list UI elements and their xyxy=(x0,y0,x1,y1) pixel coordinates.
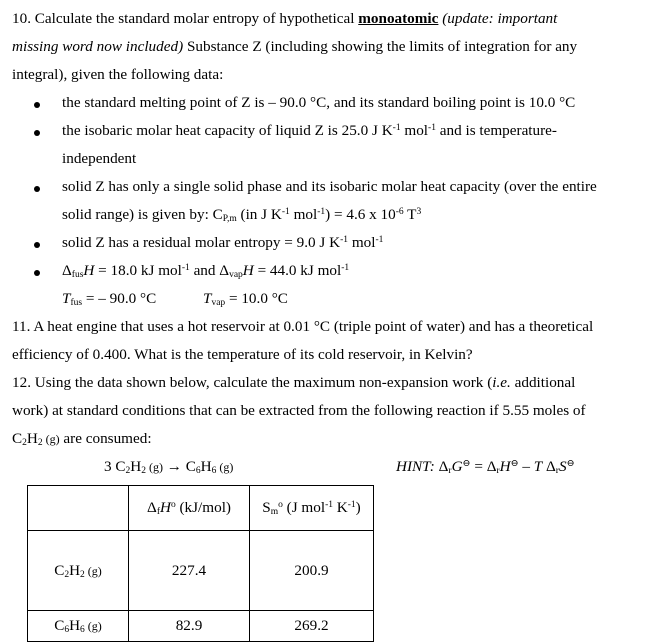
q11-line1: 11. A heat engine that uses a hot reservoir at 0.01 °C (triple point of water) and has a theoretical xyxy=(12,318,594,335)
q10-line2: missing word now included) Substance Z (including showing the limits of integration for any xyxy=(12,38,578,55)
hint-formula: HINT: $\Delta_rG^⊖ = \Delta_rH^⊖ - T$ $\Delta_rS^⊖$ xyxy=(396,458,575,476)
q10-line1: 10. Calculate the standard molar entropy of hypothetical monoatomic (update: important xyxy=(12,10,558,27)
q10-bullet4: solid Z has a residual molar entropy = 9.0 J $K^{-1}$ mol$^{-1}$ xyxy=(62,234,384,251)
table-header-enthalpy: $\Delta_fH^o$ (kJ/mol) xyxy=(129,486,250,531)
table-row xyxy=(28,531,374,611)
bullet-dot xyxy=(34,270,40,276)
q10-tfus: $T_{fus}$ = – 90.0 °C xyxy=(62,290,157,308)
bullet-dot xyxy=(34,242,40,248)
q12-line1: 12. Using the data shown below, calculate the maximum non-expansion work (i.e. additional xyxy=(12,374,576,391)
table-row xyxy=(28,611,374,642)
q10-bullet3-line1: solid Z has only a single solid phase and its isobaric molar heat capacity (over the entire xyxy=(62,178,597,195)
cell-enthalpy-c6h6: 82.9 xyxy=(129,611,250,642)
cell-entropy-c6h6: 269.2 xyxy=(250,611,374,642)
thermo-data-table xyxy=(27,485,374,642)
table-header-empty xyxy=(28,486,129,531)
bullet-dot xyxy=(34,130,40,136)
table-header-row xyxy=(28,486,374,531)
q10-bullet1: the standard melting point of Z is – 90.0 °C, and its standard boiling point is 10.0 °C xyxy=(62,94,576,111)
row-label-c2h2: $C_2H_2$ (g) xyxy=(28,531,129,611)
reaction-equation: 3 $C_2H_2$ $(g) \to C_6H_6$ (g) xyxy=(104,458,234,476)
q12-line3: $C_2H_2$ (g) are consumed: xyxy=(12,430,152,448)
q11-line2: efficiency of 0.400. What is the temperature of its cold reservoir, in Kelvin? xyxy=(12,346,473,363)
q10-bullet3-line2: solid range) is given by: $C_{P,m}$ (in J $K^{-1}$ mol$^{-1}$) = 4.6 x $10^{-6}$ $T^3$ xyxy=(62,206,422,224)
q10-tvap: $T_{vap} = 10.0$ °C xyxy=(203,290,288,308)
q10-bullet2-line1: the isobaric molar heat capacity of liquid Z is 25.0 J $K^{-1}$ mol$^{-1}$ and is temperature- xyxy=(62,122,557,139)
cell-enthalpy-c2h2: 227.4 xyxy=(129,531,250,611)
bullet-dot xyxy=(34,186,40,192)
cell-entropy-c2h2: 200.9 xyxy=(250,531,374,611)
q12-line2: work) at standard conditions that can be extracted from the following reaction if 5.55 moles of xyxy=(12,402,586,419)
bullet-dot xyxy=(34,102,40,108)
q10-bullet5: $\Delta_{fus}H = 18.0$ kJ mol$^{-1}$ and $\Delta_{vap}H = 44.0$ kJ mol$^{-1}$ xyxy=(62,262,350,280)
table-header-entropy: $S_m^o$ (J mol$^{-1}$ $K^{-1}$) xyxy=(250,486,374,531)
monoatomic-emphasis: monoatomic xyxy=(358,10,439,27)
q10-bullet2-line2: independent xyxy=(62,150,137,167)
row-label-c6h6: $C_6H_6$ (g) xyxy=(28,611,129,642)
q10-line3: integral), given the following data: xyxy=(12,66,224,83)
